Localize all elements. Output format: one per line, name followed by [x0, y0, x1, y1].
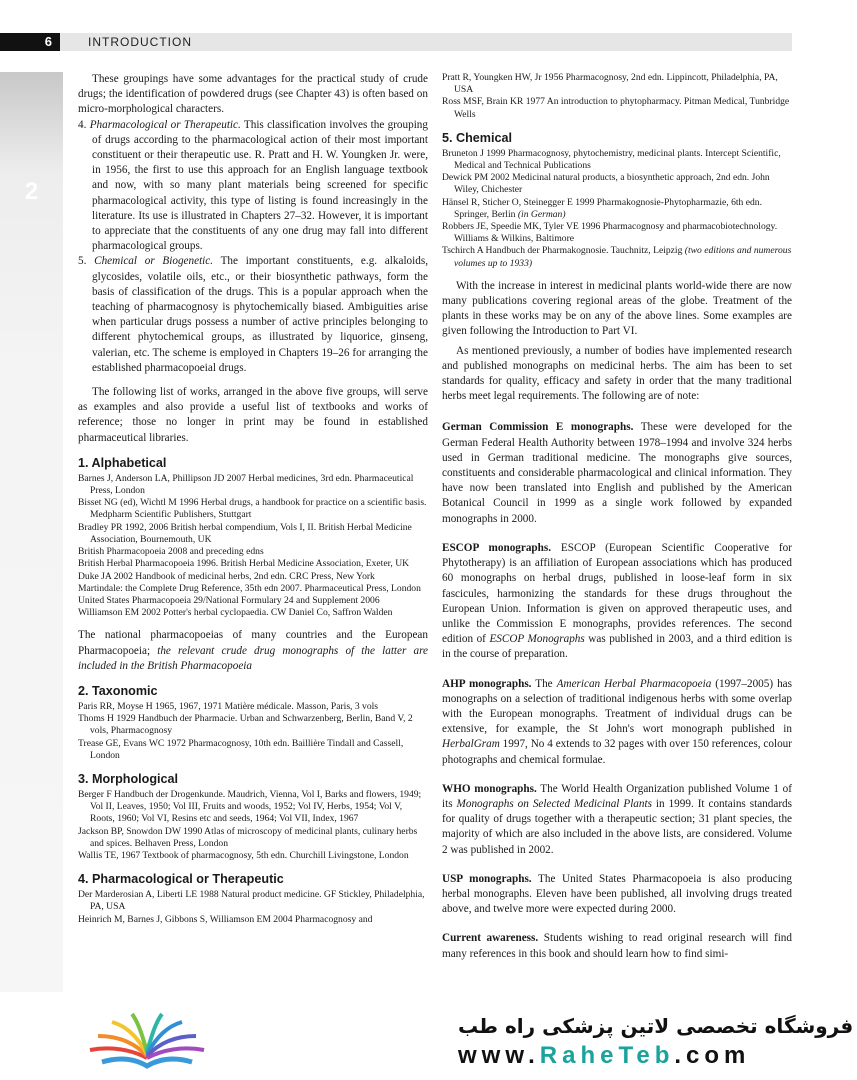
- reference-item: Ross MSF, Brain KR 1977 An introduction to phytopharmacy. Pitman Medical, Tunbridge Wells: [442, 96, 790, 120]
- reference-item: Williamson EM 2002 Potter's herbal cyclopaedia. CW Daniel Co, Saffron Walden: [78, 607, 393, 619]
- book-logo-icon: [82, 1010, 212, 1072]
- reference-item: Hänsel R, Sticher O, Steinegger E 1999 Pharmakognosie-Phytopharmazie, 6th edn. Springer, Berlin (in German): [442, 196, 762, 220]
- list-item: 4. Pharmacological or Therapeutic. This classification involves the grouping of drugs according to the pharmacological action of their most important constituent or their therapeutic use. R. Pratt and H. W. Youngken Jr. were, in 1956, the first to use this approach for an English language textbook and now, with so many plant materials being screened for specific pharmacological activity, this type of listing is found increasingly in the literature. Its use is illustrated in Chapters 27–32. However, it is important to appreciate that the constituents of any one drug may fall into different pharmacological groups.: [78, 118, 428, 253]
- right-column: [442, 72, 792, 962]
- monograph-usp: USP monographs. The United States Pharmacopoeia is also producing herbal monographs. Eleven have been published, all involving drugs treated above, and twelve more were expected during 2000.: [442, 872, 793, 916]
- reference-item: Jackson BP, Snowdon DW 1990 Atlas of microscopy of medicinal plants, culinary herbs and spices. Belhaven Press, London: [78, 825, 418, 849]
- reference-item: Dewick PM 2002 Medicinal natural products, a biosynthetic approach, 2nd edn. John Wiley, Chichester: [442, 172, 770, 196]
- reference-item: Barnes J, Anderson LA, Phillipson JD 2007 Herbal medicines, 3rd edn. Pharmaceutical Press, London: [78, 472, 414, 497]
- reference-item: Thoms H 1929 Handbuch der Pharmacie. Urban and Schwarzenberg, Berlin, Band V, 2 vols, Pharmacognosy: [78, 713, 413, 737]
- reference-item: British Pharmacopoeia 2008 and preceding edns: [78, 546, 264, 558]
- reference-item: Robbers JE, Speedie MK, Tyler VE 1996 Pharmacognosy and pharmacobiotechnology. Williams & Wilkins, Baltimore: [442, 221, 778, 245]
- reference-list-chemical: [442, 148, 792, 270]
- reference-list-alphabetical: [78, 473, 428, 619]
- reference-item: Paris RR, Moyse H 1965, 1967, 1971 Matière médicale. Masson, Paris, 3 vols: [78, 700, 379, 712]
- reference-item: Wallis TE, 1967 Textbook of pharmacognosy, 5th edn. Churchill Livingstone, London: [78, 849, 409, 861]
- list-item: 5. Chemical or Biogenetic. The important constituents, e.g. alkaloids, glycosides, volatile oils, etc., or their biosynthetic pathways, form the basis of classification of the drugs. This is a popular approach when the teaching of pharmacognosy is phytochemically biased. Ambiguities arise when particular drugs possess a number of active principles belonging to different phytochemical groups, as illustrated by liquorice, ginseng, valerian, etc. The scheme is employed in Chapters 19–26 for arranging the established pharmacopoeial drugs.: [78, 255, 428, 374]
- section-heading: 2. Taxonomic: [78, 683, 158, 698]
- monograph-german: German Commission E monographs. These were developed for the German Federal Health Authority between 1978–1994 and involve 324 herbs used in German traditional medicine. The monographs give sources, constituents and considerable pharmacological and clinical information. They have now been translated into English and published by the American Botanical Council in 1999 as a single work followed by expanded monographs in 2000.: [442, 421, 792, 525]
- intro-paragraph: These groupings have some advantages for the practical study of crude drugs; the identification of powdered drugs (see Chapter 43) is often based on micro-morphological characters.: [78, 73, 428, 116]
- chapter-tab: [0, 72, 63, 992]
- paragraph: With the increase in interest in medicinal plants world-wide there are now many publications covering regional areas of the globe. Treatment of the plants in these works may be on any of the above lines. Some examples are given following the Introduction to Part VI.: [442, 279, 792, 338]
- section-heading: 5. Chemical: [442, 130, 512, 145]
- section-heading: 4. Pharmacological or Therapeutic: [78, 872, 284, 887]
- section-heading: 3. Morphological: [78, 771, 179, 786]
- left-column: [78, 72, 428, 926]
- reference-item: Berger F Handbuch der Drogenkunde. Maudrich, Vienna, Vol I, Barks and flowers, 1949; Vol II, Leaves, 1950; Vol III, Fruits and woods, 1952; Vol IV, Herbs, 1954; Vol V, Roots, 1960; Vol VI, Resins etc and seeds, 1964; Vol VII, Index, 1967: [78, 788, 422, 825]
- reference-list-morphological: [78, 789, 428, 862]
- reference-item: Tschirch A Handbuch der Pharmakognosie. Tauchnitz, Leipzig (two editions and numerous volumes up to 1933): [442, 245, 792, 269]
- reference-list-taxonomic: [78, 701, 428, 762]
- page-number: 6: [0, 33, 60, 51]
- national-pharmacopoeias-note: The national pharmacopoeias of many countries and the European Pharmacopoeia; the relevant crude drug monographs of the latter are included in the British Pharmacopoeia: [78, 629, 428, 672]
- reference-list-pharmacological: [78, 889, 428, 926]
- reference-item: Heinrich M, Barnes J, Gibbons S, Williamson EM 2004 Pharmacognosy and: [78, 913, 373, 925]
- reference-item: Der Marderosian A, Liberti LE 1988 Natural product medicine. GF Stickley, Philadelphia, PA, USA: [78, 889, 425, 913]
- store-url: www.RaheTeb.com: [458, 1042, 751, 1069]
- section-heading: 1. Alphabetical: [78, 455, 167, 470]
- reference-item: United States Pharmacopoeia 29/National Formulary 24 and Supplement 2006: [78, 594, 380, 606]
- reference-item: Bruneton J 1999 Pharmacognosy, phytochemistry, medicinal plants. Intercept Scientific, Medical and Technical Publications: [442, 147, 781, 172]
- list-intro-paragraph: The following list of works, arranged in the above five groups, will serve as examples and also provide a useful list of textbooks and works of reference; those no longer in print may be found in established pharmaceutical libraries.: [78, 386, 428, 444]
- chapter-tab-number: 2: [24, 178, 39, 205]
- monograph-who: WHO monographs. The World Health Organization published Volume 1 of its Monographs on Selected Medicinal Plants in 1999. It contains standards for quality of drugs together with a therapeutic section; 31 plant species, the majority of which are also included in the above lists, are considered. Volume 2 was published in 2002.: [442, 782, 792, 856]
- store-name: فروشگاه تخصصی لاتین پزشکی راه طب: [458, 1014, 854, 1038]
- current-awareness: Current awareness. Students wishing to read original research will find many references in this book and should learn how to find simi-: [442, 932, 792, 960]
- running-head: INTRODUCTION: [88, 35, 192, 49]
- reference-item: Duke JA 2002 Handbook of medicinal herbs, 2nd edn. CRC Press, New York: [78, 570, 375, 582]
- reference-item: Pratt R, Youngken HW, Jr 1956 Pharmacognosy, 2nd edn. Lippincott, Philadelphia, PA, USA: [442, 72, 778, 96]
- monograph-escop: ESCOP monographs. ESCOP (European Scientific Cooperative for Phytotherapy) is an affiliation of European associations which has produced 60 monographs on herbal drugs, published in loose-leaf form in six fascicules, harmonizing the standards for these drugs throughout the European Union. Information is given on approved therapeutic uses, and unlike the Commission E monographs, provides references. The second edition of ESCOP Monographs was published in 2003, and a third edition is in the course of preparation.: [442, 541, 792, 661]
- reference-item: Bisset NG (ed), Wichtl M 1996 Herbal drugs, a handbook for practice on a scientific basis. Medpharm Scientific Publishers, Stuttgart: [78, 497, 427, 521]
- reference-item: Trease GE, Evans WC 1972 Pharmacognosy, 10th edn. Baillière Tindall and Cassell, London: [78, 737, 404, 761]
- reference-item: Martindale: the Complete Drug Reference, 35th edn 2007. Pharmaceutical Press, London: [78, 582, 421, 594]
- paragraph: As mentioned previously, a number of bodies have implemented research and published monographs on medicinal herbs. The aim has been to set standards for quality, efficacy and safety in order that the many traditional herbs meet legal requirements. The following are of note:: [442, 344, 792, 403]
- reference-item: British Herbal Pharmacopoeia 1996. British Herbal Medicine Association, Exeter, UK: [78, 558, 410, 570]
- monograph-ahp: AHP monographs. The American Herbal Pharmacopoeia (1997–2005) has monographs on a selection of traditional indigenous herbs with some overlap with the European monographs. Treatment of individual drugs can be extensive, for example, the St John's wort monograph published in HerbalGram 1997, No 4 extends to 32 pages with over 150 references, colour photographs and chemical formulae.: [442, 677, 792, 766]
- reference-item: Bradley PR 1992, 2006 British herbal compendium, Vols I, II. British Herbal Medicine Association, Bournemouth, UK: [78, 521, 412, 545]
